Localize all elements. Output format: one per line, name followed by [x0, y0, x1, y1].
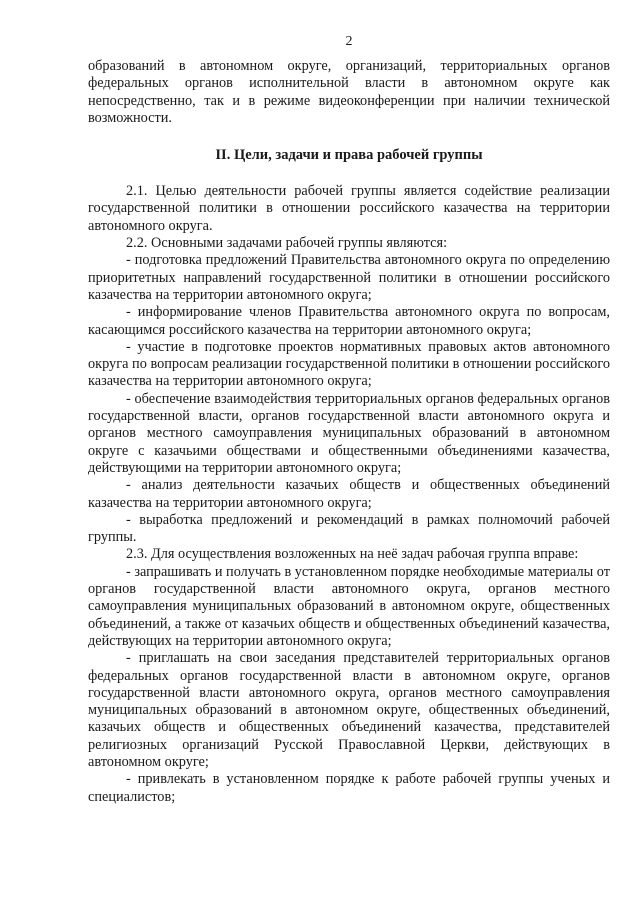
section-title: II. Цели, задачи и права рабочей группы [215, 147, 483, 164]
page-number: 2 [345, 34, 353, 49]
task-item-informing: - информирование членов Правительства автономного округа по вопросам, касающимся российского казачества на территории автономного округа; [88, 304, 610, 338]
task-item-proposals: - подготовка предложений Правительства автономного округа по определению приоритетных направлений государственной политики в отношении российского казачества на территории автономного округа; [88, 252, 610, 303]
right-item-request: - запрашивать и получать в установленном порядке необходимые материалы от органов государственной власти автономного округа, органов местного самоуправления муниципальных образований в автономном округе, общественных объединений, а также от казачьих обществ и общественных объединений казачества, действующих на территории автономного округа; [88, 563, 611, 649]
right-item-invite: - приглашать на свои заседания представителей территориальных органов федеральных органов государственной власти в автономном округе, органов государственной власти автономного округа, органов местного самоуправления муниципальных образований в автономном округе, общественных объединений, казачьих обществ и общественных объединений казачества, представителей религиозных организаций Русской Православной Церкви, действующих в автономном округе; [88, 650, 610, 770]
intro-paragraph: образований в автономном округе, организаций, территориальных органов федеральных органов исполнительной власти в автономном округе как непосредственно, так и в режиме видеоконференции при наличии технической возможности. [88, 58, 610, 126]
paragraph-2-1: 2.1. Целью деятельности рабочей группы является содействие реализации государственной политики в отношении российского казачества на территории автономного округа. [88, 183, 610, 234]
task-item-recommendations: - выработка предложений и рекомендаций в рамках полномочий рабочей группы. [88, 511, 610, 546]
right-item-involve: - привлекать в установленном порядке к работе рабочей группы ученых и специалистов; [88, 771, 610, 805]
paragraph-2-3: 2.3. Для осуществления возложенных на неё задач рабочая группа вправе: [126, 546, 579, 563]
task-item-drafting: - участие в подготовке проектов нормативных правовых актов автономного округа по вопросам реализации государственной политики в отношении российского казачества на территории автономного округа; [88, 338, 610, 390]
task-item-interaction: - обеспечение взаимодействия территориальных органов федеральных органов государственной власти, органов государственной власти автономного округа и органов местного самоуправления муниципальных образований в автономном округе с казачьими обществами и общественными объединениями казачества, действующими на территории автономного округа; [88, 390, 610, 476]
task-item-analysis: - анализ деятельности казачьих обществ и общественных объединений казачества на территории автономного округа; [88, 477, 610, 511]
paragraph-2-2: 2.2. Основными задачами рабочей группы являются: [126, 235, 448, 252]
